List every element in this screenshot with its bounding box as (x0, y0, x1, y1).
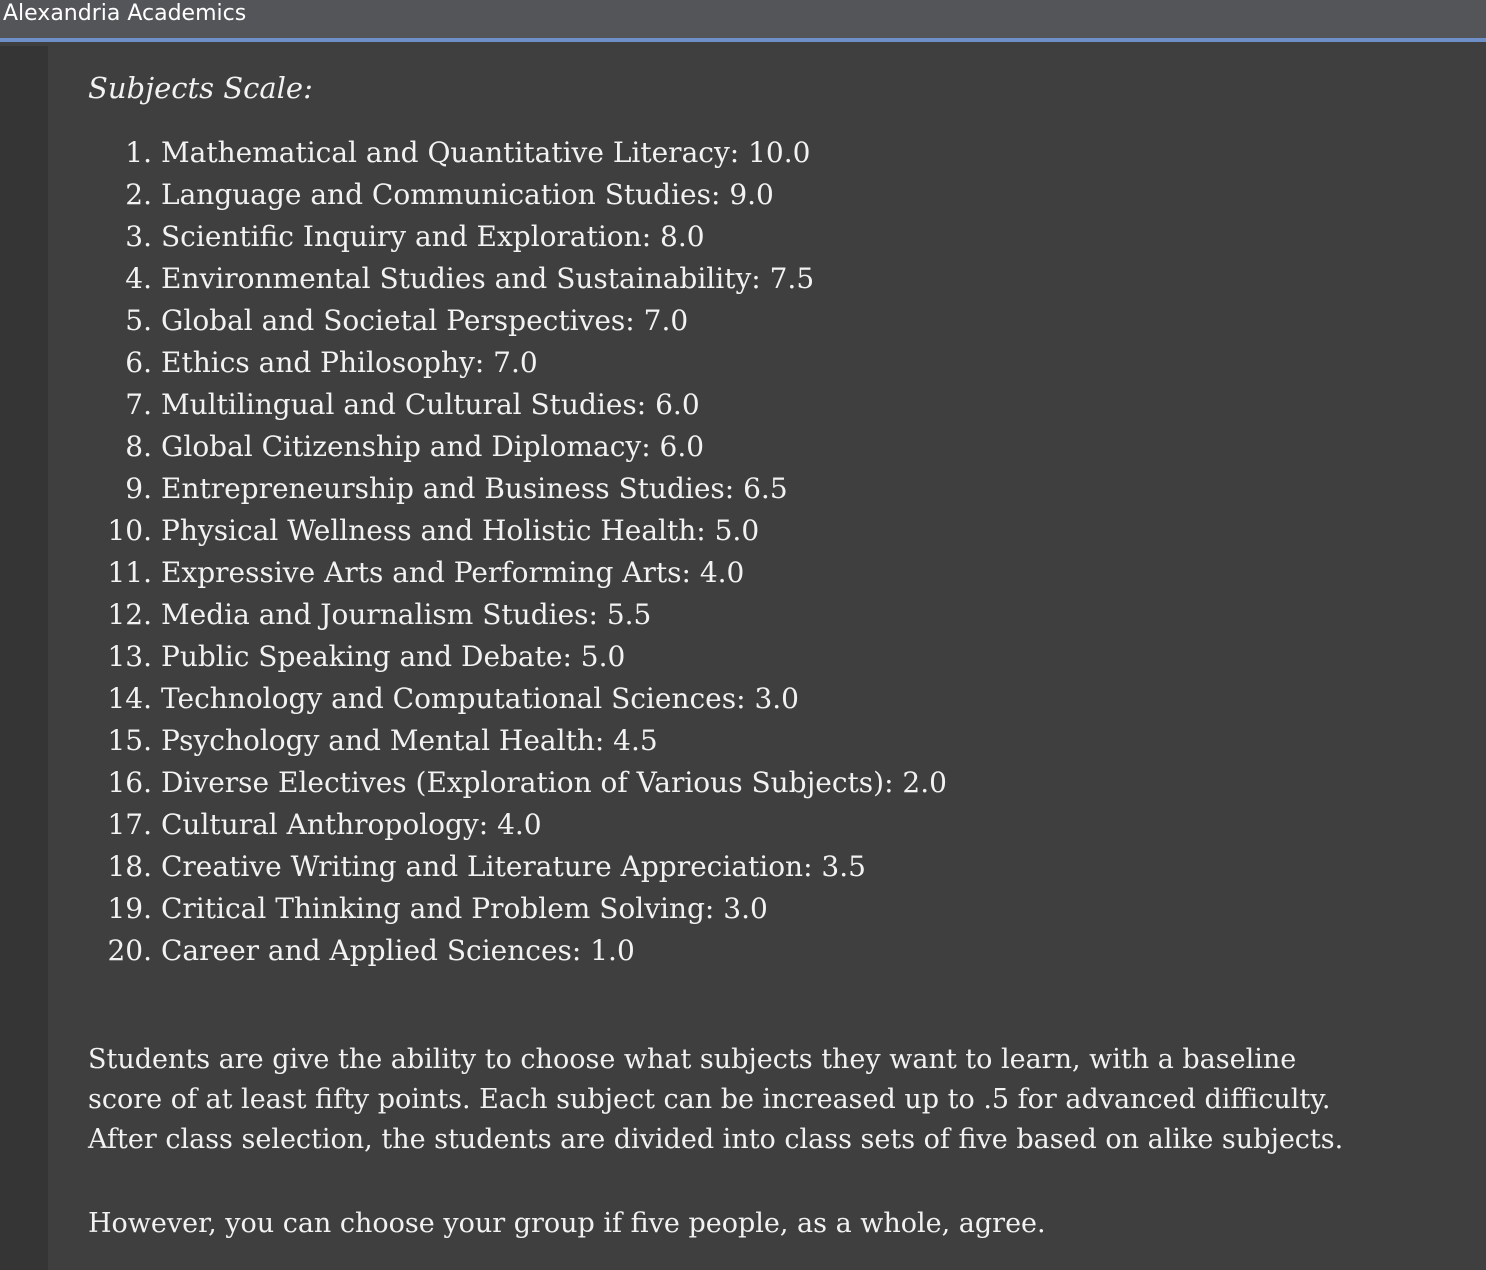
window-titlebar (0, 0, 1486, 42)
list-item-text: Career and Applied Sciences: 1.0 (161, 934, 635, 967)
list-item-text: Media and Journalism Studies: 5.5 (161, 598, 652, 631)
list-item-text: Mathematical and Quantitative Literacy: 10.0 (161, 136, 811, 169)
selection-rules-paragraph (88, 1040, 1343, 1160)
list-item-number: 18. (107, 850, 152, 883)
subjects-scale-heading: Subjects Scale: (88, 71, 313, 105)
message-content (48, 46, 1486, 1270)
window-title: Alexandria Academics (3, 1, 247, 26)
list-item-number: 5. (125, 304, 152, 337)
list-item-text: Language and Communication Studies: 9.0 (161, 178, 774, 211)
list-item-text: Ethics and Philosophy: 7.0 (161, 346, 538, 379)
list-item-number: 7. (125, 388, 152, 421)
paragraph-line: score of at least fifty points. Each subject can be increased up to .5 for advanced difficulty. (88, 1084, 1331, 1115)
list-item-number: 2. (125, 178, 152, 211)
left-gutter (0, 46, 48, 1270)
list-item-number: 4. (125, 262, 152, 295)
list-item-text: Critical Thinking and Problem Solving: 3.0 (161, 892, 768, 925)
list-item-text: Scientific Inquiry and Exploration: 8.0 (161, 220, 705, 253)
list-item-number: 19. (107, 892, 152, 925)
list-item-text: Entrepreneurship and Business Studies: 6.5 (161, 472, 788, 505)
list-item-text: Creative Writing and Literature Appreciation: 3.5 (161, 850, 866, 883)
list-item-text: Expressive Arts and Performing Arts: 4.0 (161, 556, 745, 589)
list-item-number: 13. (107, 640, 152, 673)
list-item-number: 1. (125, 136, 152, 169)
list-item-text: Global Citizenship and Diplomacy: 6.0 (161, 430, 705, 463)
list-item-text: Diverse Electives (Exploration of Various Subjects): 2.0 (161, 766, 947, 799)
list-item-text: Environmental Studies and Sustainability: 7.5 (161, 262, 815, 295)
list-item-text: Technology and Computational Sciences: 3.0 (161, 682, 799, 715)
list-item-number: 11. (107, 556, 152, 589)
list-item-text: Cultural Anthropology: 4.0 (161, 808, 542, 841)
paragraph-line: Students are give the ability to choose what subjects they want to learn, with a baseline (88, 1044, 1297, 1075)
list-item-number: 9. (125, 472, 152, 505)
list-item-number: 20. (107, 934, 152, 967)
list-item-text: Psychology and Mental Health: 4.5 (161, 724, 658, 757)
paragraph-line: After class selection, the students are divided into class sets of five based on alike subjects. (88, 1124, 1344, 1155)
list-item-text: Public Speaking and Debate: 5.0 (161, 640, 626, 673)
list-item-number: 8. (125, 430, 152, 463)
list-item-number: 12. (107, 598, 152, 631)
list-item-number: 10. (107, 514, 152, 547)
list-item-number: 14. (107, 682, 152, 715)
list-item-number: 3. (125, 220, 152, 253)
list-item-number: 6. (125, 346, 152, 379)
list-item-text: Multilingual and Cultural Studies: 6.0 (161, 388, 700, 421)
list-item-text: Physical Wellness and Holistic Health: 5.0 (161, 514, 760, 547)
list-item-number: 16. (107, 766, 152, 799)
list-item-text: Global and Societal Perspectives: 7.0 (161, 304, 689, 337)
list-item-number: 15. (107, 724, 152, 757)
group-choice-paragraph: However, you can choose your group if five people, as a whole, agree. (88, 1208, 1046, 1239)
list-item-number: 17. (107, 808, 152, 841)
